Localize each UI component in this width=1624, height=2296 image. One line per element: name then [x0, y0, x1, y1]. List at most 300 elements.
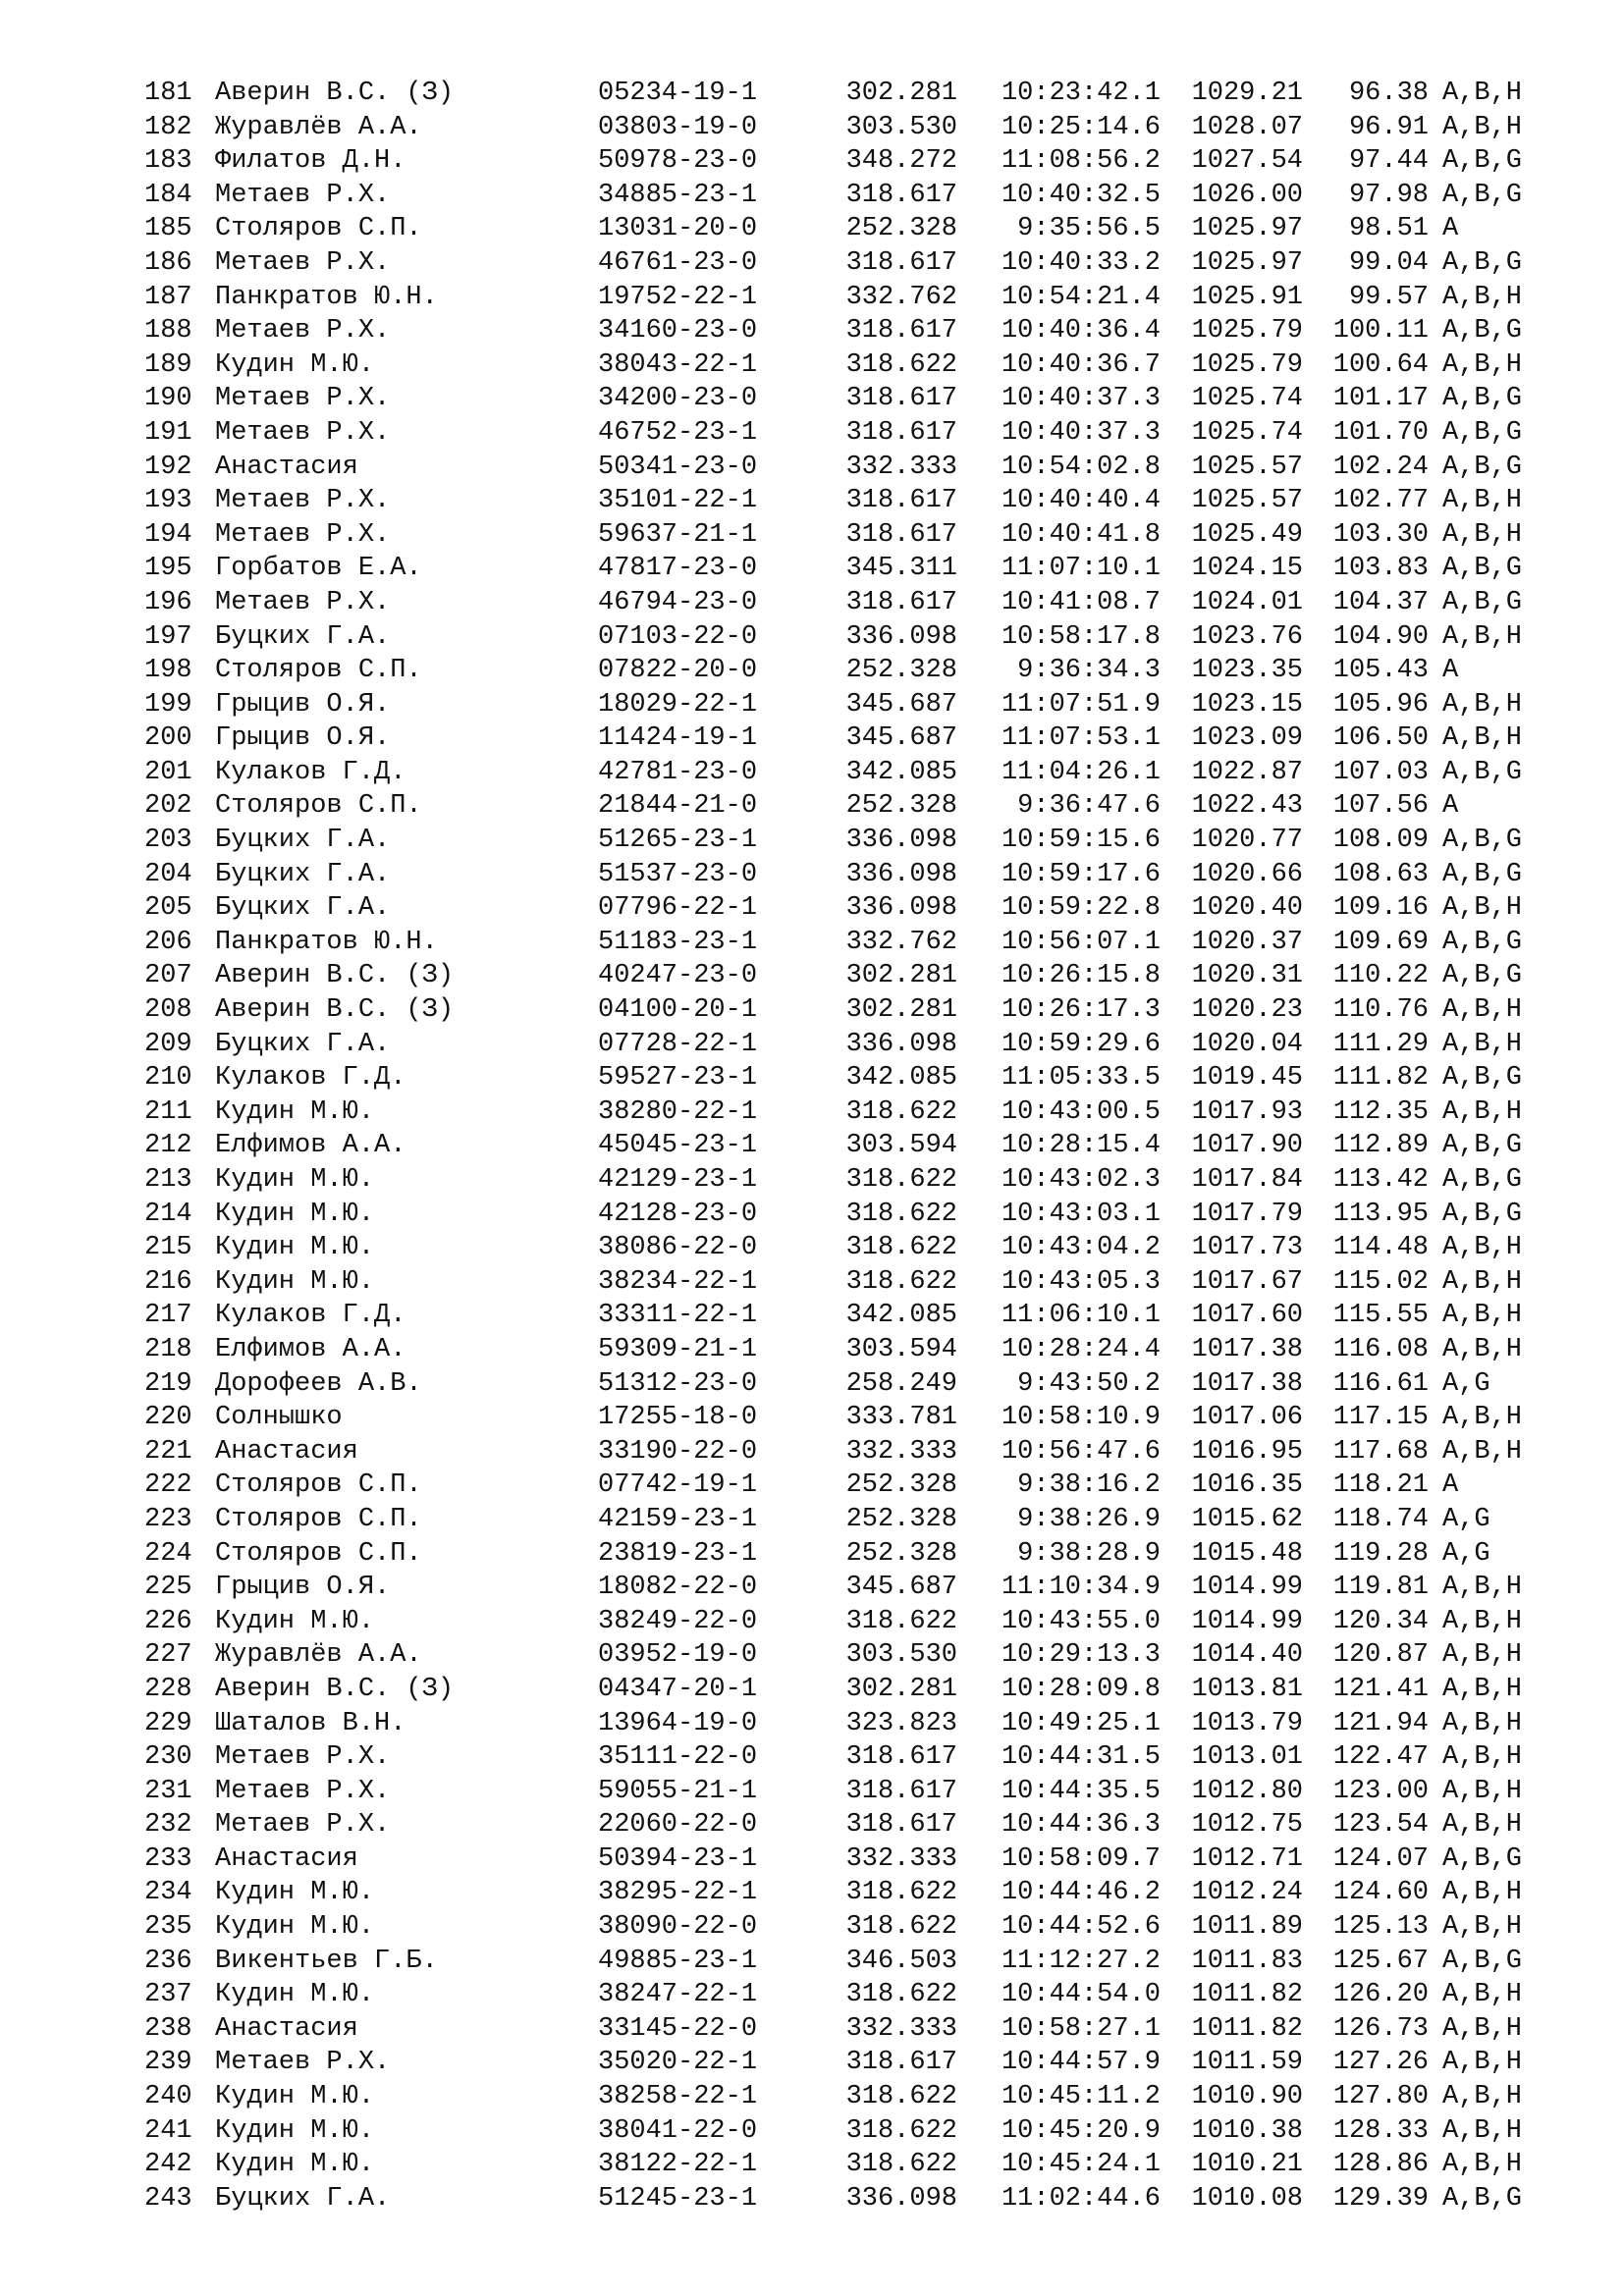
table-row [144, 1468, 1558, 1503]
time-cell: 9:35:56.5 [1017, 214, 1161, 244]
name-cell: Метаев Р.Х. [215, 316, 391, 347]
flags-cell: A,B,G [1442, 1843, 1523, 1874]
distance-cell: 318.622 [845, 1980, 957, 2010]
distance-cell: 318.622 [845, 1912, 957, 1943]
speed-cell: 1017.90 [1191, 1131, 1303, 1161]
place-cell: 187 [144, 282, 192, 312]
table-row [144, 179, 1558, 213]
speed-cell: 1020.66 [1191, 859, 1303, 889]
table-row [144, 552, 1558, 586]
time-cell: 9:38:28.9 [1017, 1538, 1161, 1569]
coef-cell: 121.41 [1332, 1674, 1429, 1704]
place-cell: 234 [144, 1878, 192, 1908]
coef-cell: 105.96 [1332, 689, 1429, 720]
flags-cell: A,B,H [1442, 1403, 1523, 1433]
distance-cell: 302.281 [845, 1674, 957, 1704]
speed-cell: 1028.07 [1191, 112, 1303, 142]
table-row [144, 586, 1558, 620]
ring-cell: 18029-22-1 [598, 689, 758, 720]
flags-cell: A,B,G [1442, 316, 1523, 347]
flags-cell: A,B,H [1442, 2115, 1523, 2146]
coef-cell: 103.83 [1332, 554, 1429, 584]
table-row [144, 789, 1558, 824]
ring-cell: 18082-22-0 [598, 1573, 758, 1603]
ring-cell: 04347-20-1 [598, 1674, 758, 1704]
coef-cell: 97.98 [1348, 180, 1429, 210]
coef-cell: 120.34 [1332, 1606, 1429, 1636]
flags-cell: A,B,G [1442, 757, 1523, 787]
distance-cell: 318.622 [845, 1199, 957, 1229]
place-cell: 216 [144, 1266, 192, 1297]
ring-cell: 13031-20-0 [598, 214, 758, 244]
ring-cell: 46752-23-1 [598, 417, 758, 448]
time-cell: 11:04:26.1 [1001, 757, 1161, 787]
place-cell: 185 [144, 214, 192, 244]
time-cell: 11:07:53.1 [1001, 723, 1161, 754]
distance-cell: 318.617 [845, 1810, 957, 1841]
flags-cell: A,B,H [1442, 519, 1523, 550]
coef-cell: 112.89 [1332, 1131, 1429, 1161]
time-cell: 10:43:03.1 [1001, 1199, 1161, 1229]
distance-cell: 318.617 [845, 384, 957, 414]
coef-cell: 123.54 [1332, 1810, 1429, 1841]
flags-cell: A,B,H [1442, 1606, 1523, 1636]
speed-cell: 1020.37 [1191, 927, 1303, 957]
ring-cell: 50394-23-1 [598, 1843, 758, 1874]
coef-cell: 110.22 [1332, 961, 1429, 991]
place-cell: 181 [144, 79, 192, 108]
ring-cell: 04100-20-1 [598, 995, 758, 1026]
flags-cell: A,B,G [1442, 1165, 1523, 1195]
table-row [144, 451, 1558, 485]
name-cell: Анастасия [215, 1436, 358, 1467]
time-cell: 9:38:26.9 [1017, 1504, 1161, 1534]
table-row [144, 1299, 1558, 1333]
flags-cell: A,B,H [1442, 1776, 1523, 1806]
name-cell: Буцких Г.А. [215, 1029, 391, 1059]
time-cell: 10:44:31.5 [1001, 1742, 1161, 1773]
speed-cell: 1025.97 [1191, 247, 1303, 278]
table-row [144, 1503, 1558, 1537]
distance-cell: 332.333 [845, 1436, 957, 1467]
time-cell: 11:07:10.1 [1001, 554, 1161, 584]
flags-cell: A,B,H [1442, 1301, 1523, 1331]
coef-cell: 114.48 [1332, 1233, 1429, 1263]
coef-cell: 106.50 [1332, 723, 1429, 754]
speed-cell: 1017.84 [1191, 1165, 1303, 1195]
speed-cell: 1016.95 [1191, 1436, 1303, 1467]
time-cell: 10:40:32.5 [1001, 180, 1161, 210]
flags-cell: A,B,G [1442, 1199, 1523, 1229]
name-cell: Кулаков Г.Д. [215, 1063, 406, 1094]
place-cell: 191 [144, 417, 192, 448]
speed-cell: 1027.54 [1191, 146, 1303, 177]
name-cell: Метаев Р.Х. [215, 417, 391, 448]
table-row [144, 1537, 1558, 1572]
distance-cell: 302.281 [845, 995, 957, 1026]
flags-cell: A,B,H [1442, 1096, 1523, 1127]
flags-cell: A,B,H [1442, 1810, 1523, 1841]
name-cell: Дорофеев А.В. [215, 1368, 422, 1399]
distance-cell: 336.098 [845, 621, 957, 652]
place-cell: 183 [144, 146, 192, 177]
coef-cell: 118.74 [1332, 1504, 1429, 1534]
name-cell: Анастасия [215, 1843, 358, 1874]
name-cell: Метаев Р.Х. [215, 384, 391, 414]
coef-cell: 128.86 [1332, 2150, 1429, 2180]
ring-cell: 38122-22-1 [598, 2150, 758, 2180]
flags-cell: A,B,G [1442, 927, 1523, 957]
speed-cell: 1014.99 [1191, 1573, 1303, 1603]
speed-cell: 1015.48 [1191, 1538, 1303, 1569]
distance-cell: 345.687 [845, 1573, 957, 1603]
coef-cell: 129.39 [1332, 2183, 1429, 2214]
time-cell: 10:40:37.3 [1001, 417, 1161, 448]
flags-cell: A,B,H [1442, 893, 1523, 924]
name-cell: Столяров С.П. [215, 1538, 422, 1569]
ring-cell: 07822-20-0 [598, 656, 758, 686]
table-row [144, 1061, 1558, 1095]
place-cell: 205 [144, 893, 192, 924]
table-row [144, 858, 1558, 892]
flags-cell: A,B,H [1442, 1640, 1523, 1671]
time-cell: 10:44:35.5 [1001, 1776, 1161, 1806]
coef-cell: 108.63 [1332, 859, 1429, 889]
coef-cell: 96.91 [1348, 112, 1429, 142]
coef-cell: 100.64 [1332, 349, 1429, 380]
coef-cell: 125.67 [1332, 1946, 1429, 1976]
coef-cell: 102.24 [1332, 452, 1429, 482]
place-cell: 194 [144, 519, 192, 550]
table-row [144, 891, 1558, 926]
place-cell: 232 [144, 1810, 192, 1841]
place-cell: 217 [144, 1301, 192, 1331]
name-cell: Метаев Р.Х. [215, 1776, 391, 1806]
name-cell: Анастасия [215, 452, 358, 482]
coef-cell: 109.69 [1332, 927, 1429, 957]
place-cell: 203 [144, 826, 192, 856]
speed-cell: 1017.06 [1191, 1403, 1303, 1433]
speed-cell: 1013.79 [1191, 1708, 1303, 1738]
ring-cell: 40247-23-0 [598, 961, 758, 991]
distance-cell: 318.622 [845, 2150, 957, 2180]
flags-cell: A,B,G [1442, 384, 1523, 414]
distance-cell: 318.617 [845, 316, 957, 347]
name-cell: Кудин М.Ю. [215, 1096, 375, 1127]
flags-cell: A,B,H [1442, 486, 1523, 516]
flags-cell: A,B,G [1442, 180, 1523, 210]
time-cell: 10:40:36.4 [1001, 316, 1161, 347]
ring-cell: 38295-22-1 [598, 1878, 758, 1908]
ring-cell: 38234-22-1 [598, 1266, 758, 1297]
speed-cell: 1022.43 [1191, 791, 1303, 822]
table-row [144, 1571, 1558, 1605]
distance-cell: 336.098 [845, 1029, 957, 1059]
speed-cell: 1013.01 [1191, 1742, 1303, 1773]
flags-cell: A,B,H [1442, 723, 1523, 754]
flags-cell: A,B,G [1442, 247, 1523, 278]
time-cell: 10:44:46.2 [1001, 1878, 1161, 1908]
time-cell: 10:58:09.7 [1001, 1843, 1161, 1874]
table-row [144, 1231, 1558, 1265]
flags-cell: A,B,H [1442, 995, 1523, 1026]
place-cell: 221 [144, 1436, 192, 1467]
speed-cell: 1013.81 [1191, 1674, 1303, 1704]
speed-cell: 1020.04 [1191, 1029, 1303, 1059]
ring-cell: 51312-23-0 [598, 1368, 758, 1399]
place-cell: 199 [144, 689, 192, 720]
name-cell: Кулаков Г.Д. [215, 757, 406, 787]
time-cell: 9:36:47.6 [1017, 791, 1161, 822]
time-cell: 10:45:20.9 [1001, 2115, 1161, 2146]
time-cell: 11:08:56.2 [1001, 146, 1161, 177]
table-row [144, 111, 1558, 145]
flags-cell: A,B,H [1442, 1742, 1523, 1773]
name-cell: Панкратов Ю.Н. [215, 282, 438, 312]
ring-cell: 38280-22-1 [598, 1096, 758, 1127]
place-cell: 243 [144, 2183, 192, 2214]
table-row [144, 993, 1558, 1028]
ring-cell: 07796-22-1 [598, 893, 758, 924]
speed-cell: 1020.77 [1191, 826, 1303, 856]
name-cell: Столяров С.П. [215, 214, 422, 244]
table-row [144, 1808, 1558, 1842]
name-cell: Филатов Д.Н. [215, 146, 406, 177]
coef-cell: 115.02 [1332, 1266, 1429, 1297]
time-cell: 10:25:14.6 [1001, 112, 1161, 142]
place-cell: 204 [144, 859, 192, 889]
table-row [144, 246, 1558, 281]
name-cell: Кудин М.Ю. [215, 2082, 375, 2112]
distance-cell: 252.328 [845, 214, 957, 244]
flags-cell: A,B,H [1442, 2048, 1523, 2078]
speed-cell: 1020.23 [1191, 995, 1303, 1026]
table-row [144, 2080, 1558, 2114]
coef-cell: 126.73 [1332, 2013, 1429, 2044]
ring-cell: 35111-22-0 [598, 1742, 758, 1773]
speed-cell: 1012.24 [1191, 1878, 1303, 1908]
distance-cell: 303.530 [845, 1640, 957, 1671]
name-cell: Метаев Р.Х. [215, 2048, 391, 2078]
time-cell: 9:38:16.2 [1017, 1470, 1161, 1501]
ring-cell: 38041-22-0 [598, 2115, 758, 2146]
table-row [144, 1265, 1558, 1300]
ring-cell: 42781-23-0 [598, 757, 758, 787]
speed-cell: 1025.57 [1191, 452, 1303, 482]
table-row [144, 314, 1558, 348]
distance-cell: 346.503 [845, 1946, 957, 1976]
distance-cell: 318.622 [845, 349, 957, 380]
place-cell: 237 [144, 1980, 192, 2010]
place-cell: 225 [144, 1573, 192, 1603]
flags-cell: A,B,G [1442, 961, 1523, 991]
flags-cell: A,B,G [1442, 1946, 1523, 1976]
time-cell: 10:59:17.6 [1001, 859, 1161, 889]
speed-cell: 1017.38 [1191, 1368, 1303, 1399]
place-cell: 196 [144, 587, 192, 617]
time-cell: 10:26:17.3 [1001, 995, 1161, 1026]
speed-cell: 1022.87 [1191, 757, 1303, 787]
distance-cell: 252.328 [845, 1504, 957, 1534]
name-cell: Кудин М.Ю. [215, 1912, 375, 1943]
name-cell: Кудин М.Ю. [215, 1233, 375, 1263]
distance-cell: 252.328 [845, 791, 957, 822]
ring-cell: 45045-23-1 [598, 1131, 758, 1161]
ring-cell: 07103-22-0 [598, 621, 758, 652]
time-cell: 10:45:11.2 [1001, 2082, 1161, 2112]
distance-cell: 318.617 [845, 247, 957, 278]
flags-cell: A,B,H [1442, 621, 1523, 652]
table-row [144, 654, 1558, 688]
name-cell: Грыцив О.Я. [215, 1573, 391, 1603]
ring-cell: 07742-19-1 [598, 1470, 758, 1501]
coef-cell: 107.03 [1332, 757, 1429, 787]
name-cell: Столяров С.П. [215, 1470, 422, 1501]
speed-cell: 1017.93 [1191, 1096, 1303, 1127]
speed-cell: 1020.40 [1191, 893, 1303, 924]
flags-cell: A,B,G [1442, 587, 1523, 617]
ring-cell: 33190-22-0 [598, 1436, 758, 1467]
place-cell: 215 [144, 1233, 192, 1263]
coef-cell: 97.44 [1348, 146, 1429, 177]
ring-cell: 34885-23-1 [598, 180, 758, 210]
table-row [144, 1435, 1558, 1469]
speed-cell: 1010.38 [1191, 2115, 1303, 2146]
place-cell: 231 [144, 1776, 192, 1806]
flags-cell: A,B,H [1442, 1334, 1523, 1364]
coef-cell: 107.56 [1332, 791, 1429, 822]
flags-cell: A,B,H [1442, 1029, 1523, 1059]
coef-cell: 117.68 [1332, 1436, 1429, 1467]
table-row [144, 1367, 1558, 1402]
coef-cell: 111.29 [1332, 1029, 1429, 1059]
flags-cell: A,B,H [1442, 112, 1523, 142]
distance-cell: 302.281 [845, 79, 957, 108]
time-cell: 9:36:34.3 [1017, 656, 1161, 686]
table-row [144, 1910, 1558, 1945]
flags-cell: A [1442, 214, 1459, 244]
name-cell: Метаев Р.Х. [215, 486, 391, 516]
name-cell: Анастасия [215, 2013, 358, 2044]
name-cell: Журавлёв А.А. [215, 112, 422, 142]
distance-cell: 318.617 [845, 417, 957, 448]
place-cell: 236 [144, 1946, 192, 1976]
coef-cell: 110.76 [1332, 995, 1429, 1026]
flags-cell: A,B,H [1442, 1674, 1523, 1704]
table-row [144, 1198, 1558, 1232]
place-cell: 210 [144, 1063, 192, 1094]
place-cell: 227 [144, 1640, 192, 1671]
time-cell: 10:43:55.0 [1001, 1606, 1161, 1636]
name-cell: Грыцив О.Я. [215, 689, 391, 720]
coef-cell: 109.16 [1332, 893, 1429, 924]
ring-cell: 17255-18-0 [598, 1403, 758, 1433]
distance-cell: 323.823 [845, 1708, 957, 1738]
time-cell: 10:44:57.9 [1001, 2048, 1161, 2078]
flags-cell: A,B,H [1442, 1980, 1523, 2010]
coef-cell: 100.11 [1332, 316, 1429, 347]
coef-cell: 121.94 [1332, 1708, 1429, 1738]
table-row [144, 416, 1558, 451]
table-row [144, 1129, 1558, 1163]
ring-cell: 42129-23-1 [598, 1165, 758, 1195]
coef-cell: 105.43 [1332, 656, 1429, 686]
table-row [144, 2182, 1558, 2216]
name-cell: Кудин М.Ю. [215, 1878, 375, 1908]
time-cell: 10:45:24.1 [1001, 2150, 1161, 2180]
distance-cell: 252.328 [845, 656, 957, 686]
name-cell: Столяров С.П. [215, 656, 422, 686]
place-cell: 241 [144, 2115, 192, 2146]
table-row [144, 144, 1558, 179]
time-cell: 11:02:44.6 [1001, 2183, 1161, 2214]
flags-cell: A,B,H [1442, 282, 1523, 312]
ring-cell: 23819-23-1 [598, 1538, 758, 1569]
coef-cell: 120.87 [1332, 1640, 1429, 1671]
place-cell: 207 [144, 961, 192, 991]
place-cell: 230 [144, 1742, 192, 1773]
ring-cell: 47817-23-0 [598, 554, 758, 584]
place-cell: 240 [144, 2082, 192, 2112]
place-cell: 208 [144, 995, 192, 1026]
distance-cell: 332.333 [845, 452, 957, 482]
place-cell: 195 [144, 554, 192, 584]
place-cell: 186 [144, 247, 192, 278]
flags-cell: A,B,G [1442, 859, 1523, 889]
flags-cell: A,B,H [1442, 79, 1523, 108]
distance-cell: 252.328 [845, 1538, 957, 1569]
coef-cell: 103.30 [1332, 519, 1429, 550]
speed-cell: 1029.21 [1191, 79, 1303, 108]
distance-cell: 318.617 [845, 180, 957, 210]
coef-cell: 124.07 [1332, 1843, 1429, 1874]
flags-cell: A [1442, 656, 1459, 686]
name-cell: Кудин М.Ю. [215, 1266, 375, 1297]
speed-cell: 1017.67 [1191, 1266, 1303, 1297]
time-cell: 10:58:10.9 [1001, 1403, 1161, 1433]
flags-cell: A,B,H [1442, 1233, 1523, 1263]
coef-cell: 113.95 [1332, 1199, 1429, 1229]
coef-cell: 124.60 [1332, 1878, 1429, 1908]
ring-cell: 34160-23-0 [598, 316, 758, 347]
name-cell: Столяров С.П. [215, 791, 422, 822]
speed-cell: 1025.97 [1191, 214, 1303, 244]
coef-cell: 99.57 [1348, 282, 1429, 312]
place-cell: 200 [144, 723, 192, 754]
ring-cell: 42128-23-0 [598, 1199, 758, 1229]
distance-cell: 318.622 [845, 2115, 957, 2146]
speed-cell: 1014.40 [1191, 1640, 1303, 1671]
table-row [144, 1775, 1558, 1809]
ring-cell: 33145-22-0 [598, 2013, 758, 2044]
time-cell: 10:59:15.6 [1001, 826, 1161, 856]
time-cell: 10:44:52.6 [1001, 1912, 1161, 1943]
place-cell: 233 [144, 1843, 192, 1874]
place-cell: 190 [144, 384, 192, 414]
flags-cell: A,B,G [1442, 2183, 1523, 2214]
distance-cell: 332.762 [845, 282, 957, 312]
time-cell: 11:07:51.9 [1001, 689, 1161, 720]
speed-cell: 1025.49 [1191, 519, 1303, 550]
coef-cell: 104.37 [1332, 587, 1429, 617]
distance-cell: 332.333 [845, 2013, 957, 2044]
ring-cell: 59309-21-1 [598, 1334, 758, 1364]
coef-cell: 99.04 [1348, 247, 1429, 278]
place-cell: 202 [144, 791, 192, 822]
distance-cell: 348.272 [845, 146, 957, 177]
distance-cell: 318.617 [845, 2048, 957, 2078]
speed-cell: 1010.21 [1191, 2150, 1303, 2180]
